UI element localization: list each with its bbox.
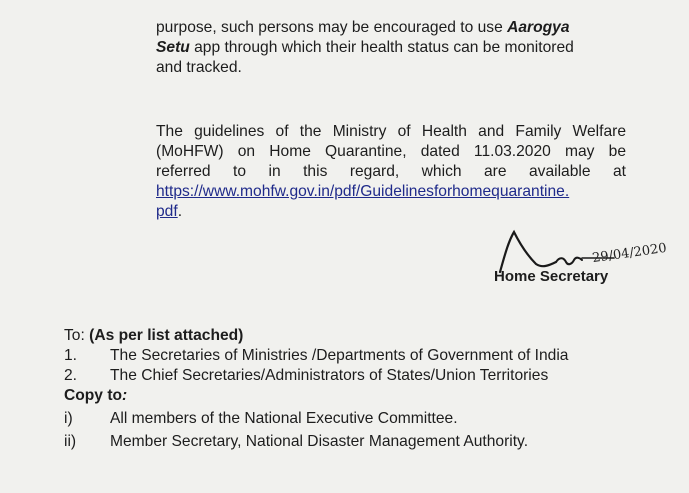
paragraph-line	[156, 18, 626, 38]
paragraph-line	[156, 182, 626, 202]
paragraph-line: The guidelines of the Ministry of Health and Family Welfare	[156, 123, 626, 140]
list-number: 1.	[64, 347, 78, 364]
list-item-text: The Chief Secretaries/Administrators of States/Union Territories	[110, 367, 549, 384]
paragraph-guidelines	[156, 122, 626, 222]
list-item	[64, 409, 568, 429]
to-note: (As per list attached)	[89, 327, 244, 344]
signatory-title: Home Secretary	[494, 268, 609, 285]
app-name-emphasis: Setu	[156, 39, 190, 56]
to-label: To:	[64, 327, 90, 344]
list-item-text: All members of the National Executive Committee.	[110, 410, 458, 427]
list-number: i)	[64, 410, 73, 427]
distribution-list	[64, 326, 568, 452]
guidelines-link-continued[interactable]: pdf	[156, 203, 178, 220]
text-span: purpose, such persons may be encouraged to use	[156, 19, 508, 36]
list-item-text: The Secretaries of Ministries /Departments of Government of India	[110, 347, 569, 364]
list-item-text: Member Secretary, National Disaster Management Authority.	[110, 433, 529, 450]
copy-to-colon: :	[122, 387, 128, 404]
list-item	[64, 346, 568, 366]
list-item	[64, 432, 568, 452]
copy-to-label: Copy to	[64, 387, 123, 404]
paragraph-line	[156, 202, 626, 222]
paragraph-line	[156, 38, 626, 58]
text-span: .	[177, 203, 183, 220]
text-span: app through which their health status can be monitored	[189, 39, 574, 56]
copy-to-heading	[64, 386, 568, 406]
list-number: 2.	[64, 367, 78, 384]
list-item	[64, 366, 568, 386]
paragraph-line: and tracked.	[156, 59, 242, 76]
paragraph-line: referred to in this regard, which are available at	[156, 163, 626, 180]
paragraph-line: (MoHFW) on Home Quarantine, dated 11.03.2020 may be	[156, 143, 626, 160]
signature-date: 29/04/2020	[591, 240, 668, 267]
to-heading	[64, 326, 568, 346]
signature-block	[486, 228, 686, 298]
guidelines-link[interactable]: https://www.mohfw.gov.in/pdf/Guidelinesforhomequarantine.	[156, 183, 570, 200]
list-number: ii)	[64, 433, 77, 450]
paragraph-aarogya-setu	[156, 18, 626, 78]
app-name-emphasis: Aarogya	[507, 19, 570, 36]
handwritten-signature-icon	[486, 228, 686, 298]
